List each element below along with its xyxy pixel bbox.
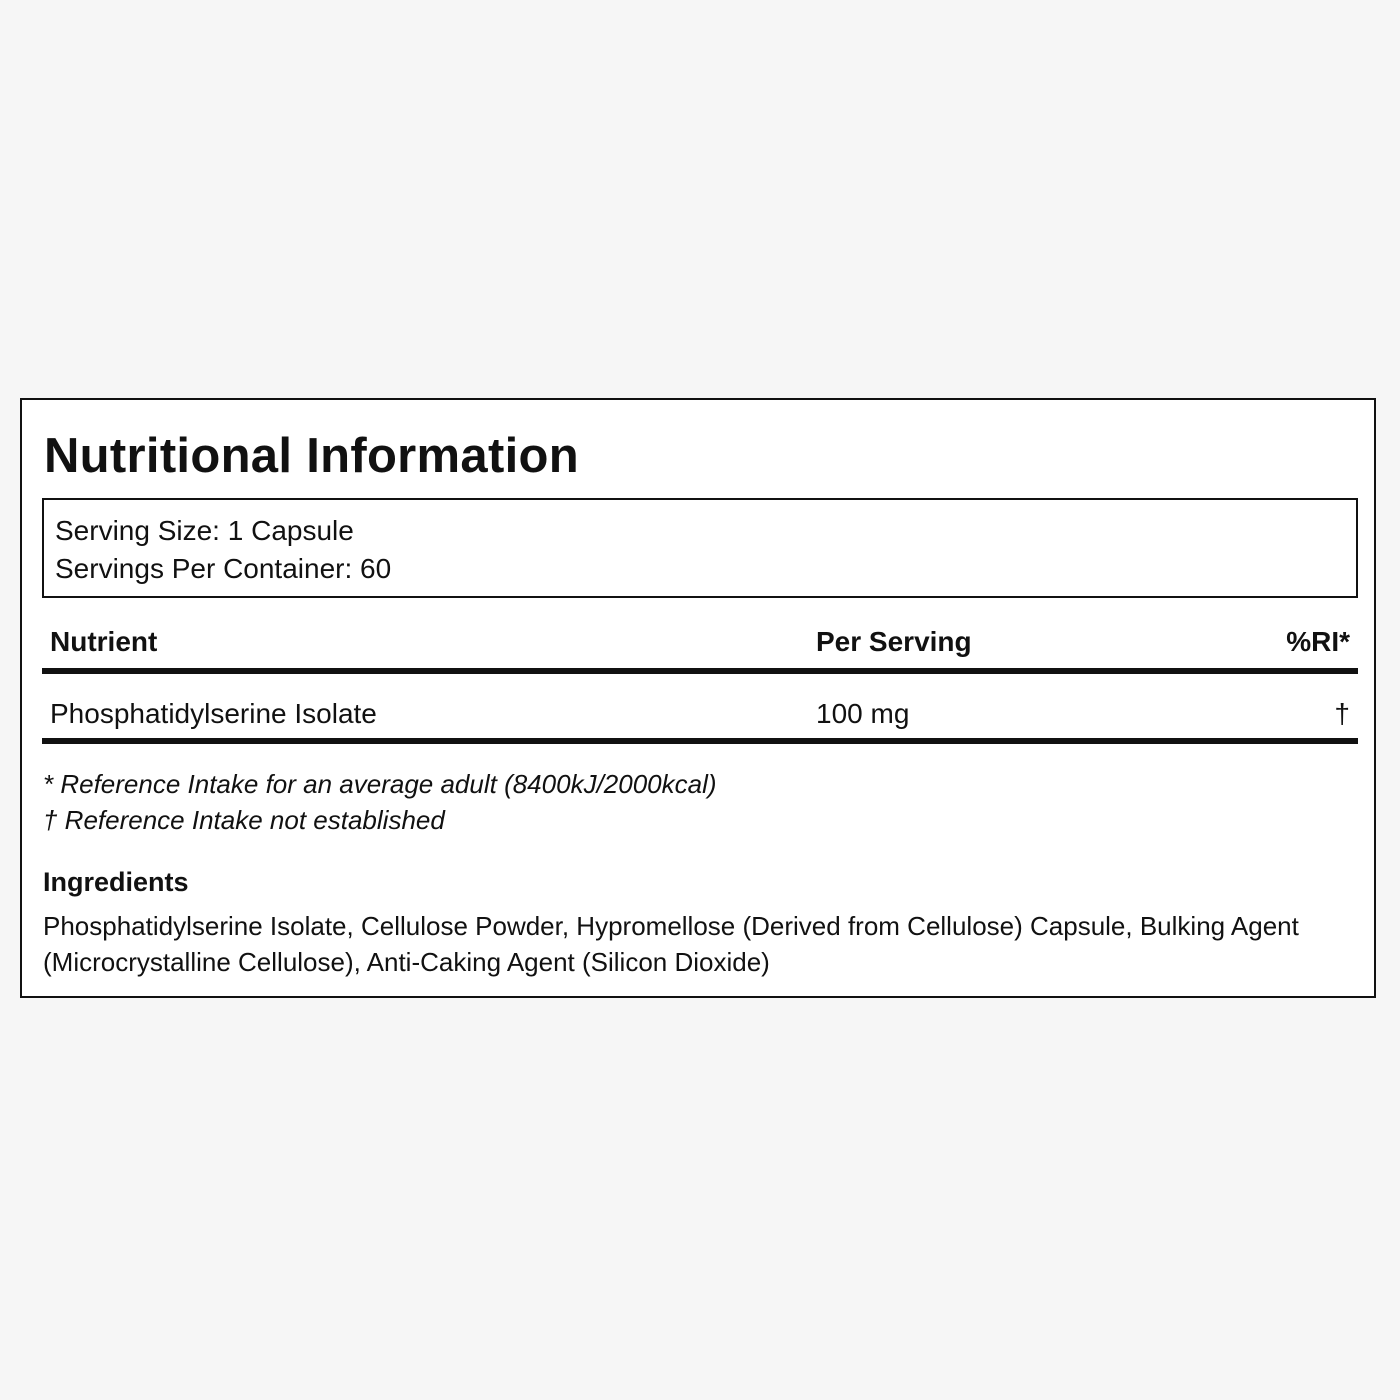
- header-per-serving: Per Serving: [816, 626, 972, 657]
- footnote-reference-intake: * Reference Intake for an average adult (8400kJ/2000kcal): [43, 769, 717, 799]
- panel-title: Nutritional Information: [44, 429, 579, 483]
- footnotes: [43, 766, 717, 838]
- nutrition-panel: [20, 398, 1376, 998]
- row-ri: †: [1334, 698, 1350, 729]
- header-nutrient: Nutrient: [50, 626, 158, 657]
- table-row: [42, 674, 1358, 744]
- nutrient-table: [42, 620, 1358, 744]
- row-per-serving: 100 mg: [816, 698, 910, 729]
- footnote-not-established: † Reference Intake not established: [43, 805, 445, 835]
- ingredients-heading: Ingredients: [43, 867, 189, 897]
- ingredients-text: Phosphatidylserine Isolate, Cellulose Powder, Hypromellose (Derived from Cellulose) Capsule, Bulking Agent (Microcrystalline Cellulose), Anti-Caking Agent (Silicon Dioxide): [43, 911, 1299, 977]
- serving-info-box: [42, 498, 1358, 598]
- header-ri: %RI*: [1286, 626, 1350, 657]
- table-header-row: [42, 620, 1358, 674]
- row-nutrient: Phosphatidylserine Isolate: [50, 698, 377, 729]
- serving-size: Serving Size: 1 Capsule: [55, 515, 354, 546]
- servings-per-container: Servings Per Container: 60: [55, 553, 392, 584]
